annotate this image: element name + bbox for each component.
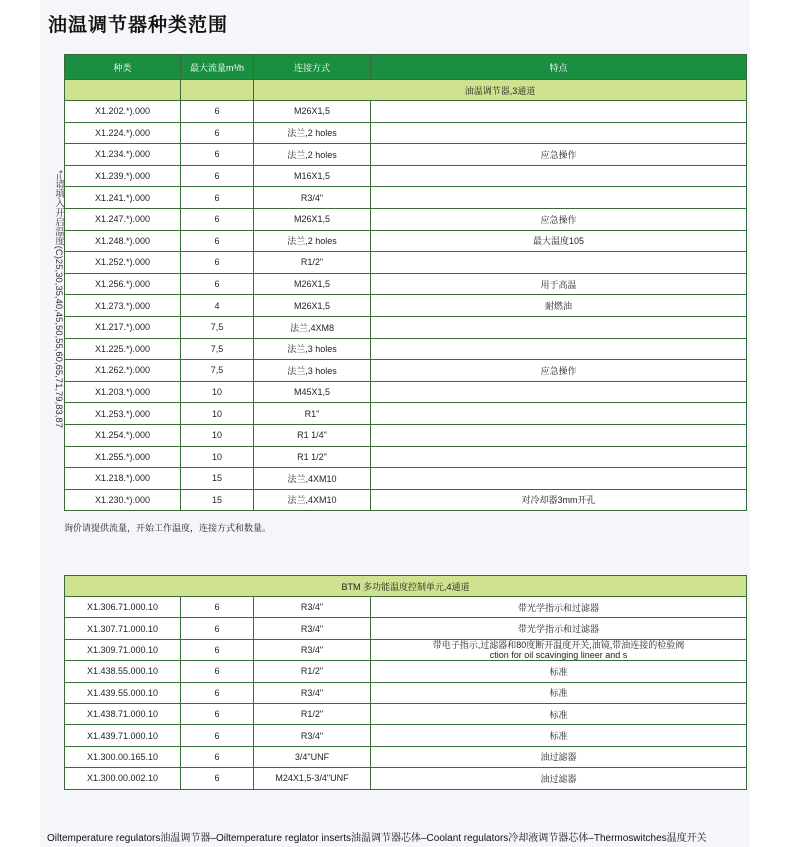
cell-feature: 带光学指示和过滤器 [371, 618, 747, 639]
table-row [65, 746, 747, 767]
cell-model: X1.230.*).000 [65, 489, 181, 511]
cell-feature: 应急操作 [371, 208, 747, 230]
cell-feature: 标准 [371, 661, 747, 682]
cell-flow: 6 [181, 703, 254, 724]
table-row [65, 468, 747, 490]
cell-flow: 6 [181, 273, 254, 295]
cell-flow: 10 [181, 381, 254, 403]
table-row [65, 661, 747, 682]
cell-flow: 15 [181, 468, 254, 490]
cell-flow: 6 [181, 252, 254, 274]
header-max-flow: 最大流量m³/h [181, 55, 254, 80]
cell-flow: 6 [181, 122, 254, 144]
cell-model: X1.309.71.000.10 [65, 639, 181, 660]
cell-flow: 6 [181, 661, 254, 682]
cell-connection: M26X1,5 [254, 273, 371, 295]
cell-model: X1.255.*).000 [65, 446, 181, 468]
table-row [65, 768, 747, 789]
table-row [65, 230, 747, 252]
cell-model: X1.239.*).000 [65, 165, 181, 187]
cell-feature: 带光学指示和过滤器 [371, 597, 747, 618]
cell-connection: R1/2" [254, 252, 371, 274]
cell-flow: 6 [181, 597, 254, 618]
cell-model: X1.202.*).000 [65, 101, 181, 123]
cell-model: X1.248.*).000 [65, 230, 181, 252]
cell-model: X1.247.*).000 [65, 208, 181, 230]
cell-connection: M26X1,5 [254, 101, 371, 123]
btm-table [64, 575, 747, 790]
temperature-side-note: *=请填入开启温度(C)25,30,35,40,45,50,55,60,65,71,79,83,87 [53, 170, 64, 428]
cell-connection: 法兰,4XM8 [254, 316, 371, 338]
regulator-table [64, 54, 747, 511]
cell-feature [371, 122, 747, 144]
table-row [65, 316, 747, 338]
cell-model: X1.218.*).000 [65, 468, 181, 490]
cell-connection: M45X1,5 [254, 381, 371, 403]
table-row [65, 424, 747, 446]
table-row [65, 618, 747, 639]
cell-connection: M26X1,5 [254, 208, 371, 230]
cell-flow: 6 [181, 230, 254, 252]
cell-connection: R3/4" [254, 618, 371, 639]
section-title: 油温调节器,3通道 [254, 80, 747, 101]
cell-feature [371, 187, 747, 209]
cell-model: X1.252.*).000 [65, 252, 181, 274]
cell-feature [371, 403, 747, 425]
table-row [65, 360, 747, 382]
cell-feature [371, 468, 747, 490]
cell-connection: R1" [254, 403, 371, 425]
cell-flow: 6 [181, 144, 254, 166]
cell-feature: 标准 [371, 703, 747, 724]
cell-flow: 6 [181, 768, 254, 789]
cell-connection: 法兰,4XM10 [254, 468, 371, 490]
cell-model: X1.225.*).000 [65, 338, 181, 360]
cell-model: X1.241.*).000 [65, 187, 181, 209]
cell-flow: 4 [181, 295, 254, 317]
cell-feature [371, 446, 747, 468]
cell-model: X1.203.*).000 [65, 381, 181, 403]
cell-connection: M16X1,5 [254, 165, 371, 187]
cell-model: X1.438.55.000.10 [65, 661, 181, 682]
cell-connection: R3/4" [254, 682, 371, 703]
page-title: 油温调节器种类范围 [48, 15, 229, 36]
cell-connection: R1/2" [254, 661, 371, 682]
table-row [65, 165, 747, 187]
cell-flow: 6 [181, 165, 254, 187]
cell-feature: 油过滤器 [371, 768, 747, 789]
cell-flow: 6 [181, 639, 254, 660]
inquiry-note: 询价请提供流量，开始工作温度，连接方式和数量。 [64, 523, 272, 533]
cell-feature [371, 381, 747, 403]
table-row [65, 597, 747, 618]
cell-feature [371, 338, 747, 360]
table-row [65, 295, 747, 317]
cell-model: X1.439.55.000.10 [65, 682, 181, 703]
cell-connection: 法兰,4XM10 [254, 489, 371, 511]
cell-feature: 用于高温 [371, 273, 747, 295]
cell-flow: 7,5 [181, 316, 254, 338]
cell-model: X1.234.*).000 [65, 144, 181, 166]
cell-feature [371, 424, 747, 446]
cell-connection: R1/2" [254, 703, 371, 724]
cell-feature: 耐燃油 [371, 295, 747, 317]
cell-flow: 6 [181, 208, 254, 230]
cell-connection: 法兰,2 holes [254, 122, 371, 144]
cell-model: X1.256.*).000 [65, 273, 181, 295]
cell-feature: 对冷却器3mm开孔 [371, 489, 747, 511]
cell-feature: 应急操作 [371, 360, 747, 382]
cell-connection: 法兰,3 holes [254, 360, 371, 382]
table-row [65, 703, 747, 724]
cell-model: X1.439.71.000.10 [65, 725, 181, 746]
table-row [65, 446, 747, 468]
cell-flow: 7,5 [181, 338, 254, 360]
cell-connection: 法兰,2 holes [254, 144, 371, 166]
cell-feature [371, 316, 747, 338]
cell-connection: 法兰,3 holes [254, 338, 371, 360]
cell-model: X1.262.*).000 [65, 360, 181, 382]
cell-flow: 10 [181, 424, 254, 446]
cell-flow: 10 [181, 403, 254, 425]
cell-flow: 6 [181, 725, 254, 746]
cell-model: X1.438.71.000.10 [65, 703, 181, 724]
table-row [65, 122, 747, 144]
cell-connection: M26X1,5 [254, 295, 371, 317]
cell-model: X1.254.*).000 [65, 424, 181, 446]
table-row [65, 208, 747, 230]
cell-model: X1.300.00.002.10 [65, 768, 181, 789]
cell-flow: 15 [181, 489, 254, 511]
table-row [65, 639, 747, 660]
cell-feature: 油过滤器 [371, 746, 747, 767]
cell-feature: 标准 [371, 725, 747, 746]
table-row [65, 101, 747, 123]
cell-flow: 7,5 [181, 360, 254, 382]
section-row [65, 576, 747, 597]
section-row [65, 80, 747, 101]
cell-model: X1.307.71.000.10 [65, 618, 181, 639]
cell-connection: R3/4" [254, 597, 371, 618]
header-features: 特点 [371, 55, 747, 80]
cell-flow: 10 [181, 446, 254, 468]
header-type: 种类 [65, 55, 181, 80]
footer-categories: Oiltemperature regulators油温调节器–Oiltemperature reglator inserts油温调节器芯体–Coolant regulators冷却液调节器芯体–Thermoswitches温度开关 [47, 833, 707, 844]
cell-model: X1.224.*).000 [65, 122, 181, 144]
cell-connection: R3/4" [254, 725, 371, 746]
table-row [65, 338, 747, 360]
cell-model: X1.300.00.165.10 [65, 746, 181, 767]
cell-feature: 标准 [371, 682, 747, 703]
cell-connection: M24X1,5-3/4"UNF [254, 768, 371, 789]
cell-model: X1.217.*).000 [65, 316, 181, 338]
cell-model: X1.253.*).000 [65, 403, 181, 425]
table-row [65, 381, 747, 403]
cell-feature [371, 101, 747, 123]
table-header-row [65, 55, 747, 80]
cell-connection: R1 1/4" [254, 424, 371, 446]
table-row [65, 489, 747, 511]
table-row [65, 725, 747, 746]
table-row [65, 187, 747, 209]
cell-feature: 最大温度105 [371, 230, 747, 252]
cell-feature [371, 252, 747, 274]
cell-feature: 带电子指示,过滤器和80度断开温度开关,油镜,带油连接的检验阀 ction for oil scavinging lineer and s [371, 639, 747, 660]
cell-model: X1.273.*).000 [65, 295, 181, 317]
cell-feature: 应急操作 [371, 144, 747, 166]
cell-model: X1.306.71.000.10 [65, 597, 181, 618]
cell-flow: 6 [181, 682, 254, 703]
table-row [65, 144, 747, 166]
table-row [65, 403, 747, 425]
table-row [65, 273, 747, 295]
table-row [65, 252, 747, 274]
table-row [65, 682, 747, 703]
section-title: BTM 多功能温度控制单元,4通道 [65, 576, 747, 597]
cell-connection: R3/4" [254, 187, 371, 209]
cell-feature [371, 165, 747, 187]
cell-flow: 6 [181, 101, 254, 123]
cell-connection: 法兰,2 holes [254, 230, 371, 252]
cell-flow: 6 [181, 746, 254, 767]
cell-flow: 6 [181, 618, 254, 639]
cell-connection: R1 1/2" [254, 446, 371, 468]
cell-flow: 6 [181, 187, 254, 209]
cell-connection: 3/4"UNF [254, 746, 371, 767]
cell-connection: R3/4" [254, 639, 371, 660]
header-connection: 连接方式 [254, 55, 371, 80]
